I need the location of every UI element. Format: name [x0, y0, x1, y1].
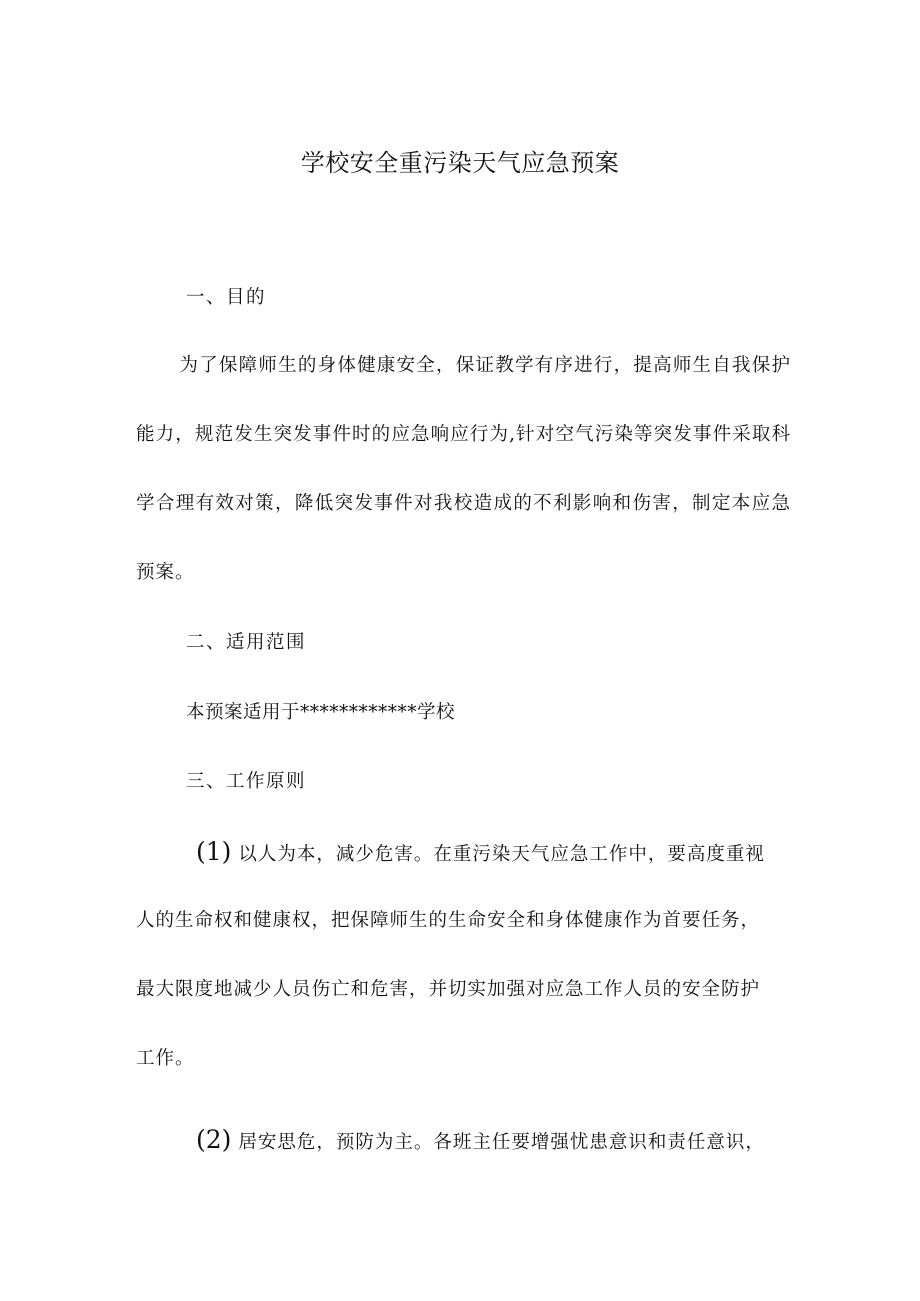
- principle-1-line-4: 工作。: [136, 1048, 195, 1069]
- section-heading-purpose: 一、目的: [186, 287, 267, 308]
- paragraph-scope: 本预案适用于************学校: [186, 702, 456, 723]
- principle-2-number: (2): [196, 1125, 232, 1154]
- principle-1-number: (1): [196, 837, 232, 866]
- principle-1-line-3: 最大限度地减少人员伤亡和危害，并切实加强对应急工作人员的安全防护: [136, 979, 761, 1000]
- paragraph-purpose: 为了保障师生的身体健康安全，保证教学有序进行，提高师生自我保护能力，规范发生突发事件时的应急响应行为,针对空气污染等突发事件采取科学合理有效对策，降低突发事件对我校造成的不利影响和伤害，制定本应急预案。: [136, 355, 791, 583]
- section-heading-principles: 三、工作原则: [186, 771, 307, 792]
- principle-1-text: 以人为本，减少危害。在重污染天气应急工作中，要高度重视: [238, 844, 765, 865]
- section-heading-scope: 二、适用范围: [186, 632, 307, 653]
- document-title: 学校安全重污染天气应急预案: [300, 149, 620, 177]
- principle-2-first-line: [196, 1126, 765, 1157]
- principle-2-text: 居安思危，预防为主。各班主任要增强忧患意识和责任意识，: [238, 1132, 765, 1153]
- principle-1-first-line: [196, 838, 765, 869]
- principle-1-line-2: 人的生命权和健康权，把保障师生的生命安全和身体健康作为首要任务，: [136, 910, 761, 931]
